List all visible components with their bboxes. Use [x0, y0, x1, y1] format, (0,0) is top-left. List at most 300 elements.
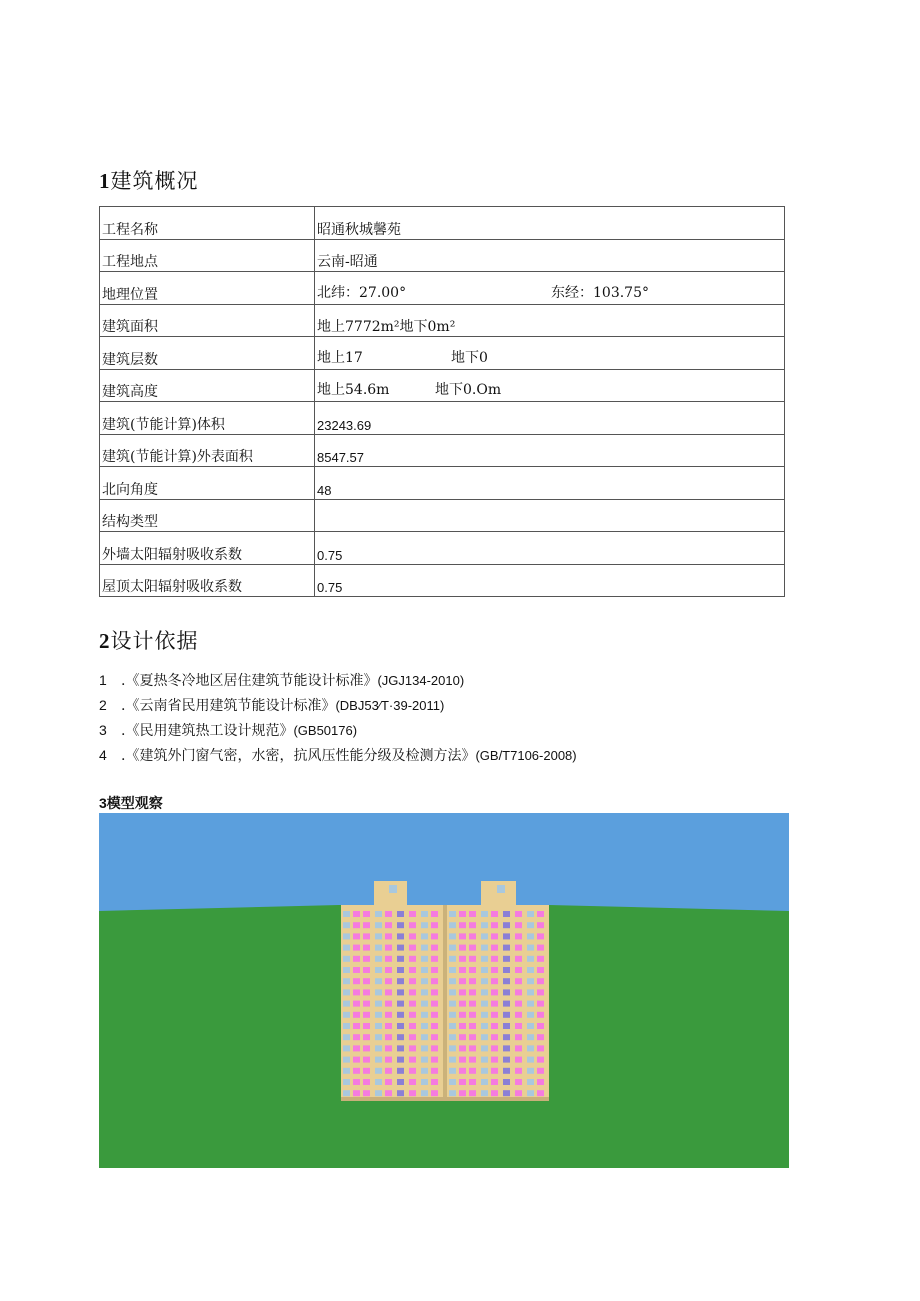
facade-window [363, 1068, 370, 1074]
facade-window [343, 911, 350, 917]
facade-window [537, 922, 544, 928]
building-info-table [99, 206, 785, 597]
facade-window [397, 978, 404, 984]
facade-window [481, 967, 488, 973]
facade-window [537, 911, 544, 917]
facade-window [515, 922, 522, 928]
facade-window [343, 922, 350, 928]
facade-window [527, 1012, 534, 1018]
facade-window [481, 1012, 488, 1018]
facade-window [469, 1034, 476, 1040]
facade-window [421, 945, 428, 951]
facade-window [515, 978, 522, 984]
table-row [100, 369, 785, 402]
facade-window [385, 1057, 392, 1063]
facade-window [421, 1079, 428, 1085]
facade-window [431, 933, 438, 939]
facade-window [449, 967, 456, 973]
facade-window [431, 956, 438, 962]
facade-window [459, 1023, 466, 1029]
facade-window [385, 1001, 392, 1007]
row-value: 23243.69 [315, 402, 785, 435]
facade-window [385, 933, 392, 939]
facade-window [397, 1079, 404, 1085]
facade-window [527, 1057, 534, 1063]
facade-window [515, 1057, 522, 1063]
facade-window [409, 945, 416, 951]
facade-window [385, 1045, 392, 1051]
facade-window [537, 967, 544, 973]
facade-window [503, 1079, 510, 1085]
table-row [100, 532, 785, 565]
facade-window [449, 922, 456, 928]
facade-window [481, 1023, 488, 1029]
facade-window [459, 1001, 466, 1007]
facade-window [515, 1068, 522, 1074]
facade-window [491, 922, 498, 928]
facade-window [491, 945, 498, 951]
facade-window [537, 1023, 544, 1029]
facade-window [397, 1034, 404, 1040]
facade-window [527, 945, 534, 951]
facade-window [527, 1001, 534, 1007]
facade-window [481, 978, 488, 984]
facade-window [481, 911, 488, 917]
facade-window [353, 956, 360, 962]
facade-window [409, 933, 416, 939]
building-model-view [99, 813, 789, 1168]
facade-window [459, 933, 466, 939]
facade-window [363, 1012, 370, 1018]
facade-window [375, 933, 382, 939]
facade-window [353, 911, 360, 917]
facade-window [421, 1001, 428, 1007]
facade-window [491, 967, 498, 973]
longitude-value: 东经：103.75° [551, 284, 649, 301]
facade-window [363, 933, 370, 939]
facade-window [527, 1090, 534, 1096]
facade-window [421, 1034, 428, 1040]
facade-window [409, 1045, 416, 1051]
facade-window [459, 922, 466, 928]
facade-window [353, 978, 360, 984]
facade-window [515, 989, 522, 995]
facade-window [503, 922, 510, 928]
facade-window [449, 911, 456, 917]
height-below-value: 地下0.Om [435, 382, 502, 398]
facade-window [409, 1090, 416, 1096]
row-value [315, 369, 785, 402]
row-label: 结构类型 [100, 499, 315, 532]
facade-window [537, 1034, 544, 1040]
facade-window [363, 956, 370, 962]
facade-window [385, 1090, 392, 1096]
facade-window [353, 989, 360, 995]
table-row [100, 564, 785, 597]
facade-window [469, 956, 476, 962]
facade-window [363, 1034, 370, 1040]
facade-window [431, 1023, 438, 1029]
facade-window [343, 1068, 350, 1074]
facade-window [397, 1045, 404, 1051]
facade-window [353, 1057, 360, 1063]
facade-window [469, 1045, 476, 1051]
facade-window [353, 1001, 360, 1007]
facade-window [431, 1090, 438, 1096]
facade-window [491, 933, 498, 939]
facade-window [503, 967, 510, 973]
floors-above-value: 地上17 [317, 349, 363, 366]
facade-window [375, 1068, 382, 1074]
facade-window [397, 922, 404, 928]
facade-window [421, 1068, 428, 1074]
facade-window [459, 967, 466, 973]
facade-window [515, 945, 522, 951]
row-label: 工程地点 [100, 239, 315, 272]
table-row [100, 499, 785, 532]
facade-window [537, 945, 544, 951]
facade-window [375, 1023, 382, 1029]
facade-window [397, 933, 404, 939]
facade-window [421, 1090, 428, 1096]
facade-window [409, 922, 416, 928]
facade-window [431, 967, 438, 973]
facade-window [469, 1079, 476, 1085]
row-value: 0.75 [315, 564, 785, 597]
facade-window [421, 1012, 428, 1018]
facade-window [353, 1012, 360, 1018]
facade-window [537, 933, 544, 939]
facade-window [481, 1034, 488, 1040]
facade-window [343, 1012, 350, 1018]
facade-window [469, 1057, 476, 1063]
facade-window [353, 1090, 360, 1096]
facade-window [397, 1012, 404, 1018]
facade-window [343, 1001, 350, 1007]
facade-window [409, 978, 416, 984]
facade-window [459, 1068, 466, 1074]
list-item: 2 .《云南省民用建筑节能设计标准》(DBJ53∕T·39-2011) [99, 697, 445, 714]
facade-window [449, 1001, 456, 1007]
facade-window [353, 945, 360, 951]
facade-window [527, 933, 534, 939]
facade-window [515, 1045, 522, 1051]
facade-window [431, 1057, 438, 1063]
facade-window [343, 967, 350, 973]
row-label: 建筑层数 [100, 337, 315, 370]
roof-box [481, 881, 516, 906]
facade-window [353, 1045, 360, 1051]
facade-window [449, 978, 456, 984]
facade-window [449, 956, 456, 962]
facade-window [409, 1012, 416, 1018]
facade-window [353, 1034, 360, 1040]
facade-window [363, 967, 370, 973]
facade-window [375, 967, 382, 973]
facade-window [375, 1012, 382, 1018]
facade-window [431, 1012, 438, 1018]
facade-window [503, 945, 510, 951]
reference-list [99, 668, 577, 768]
facade-window [397, 1001, 404, 1007]
facade-window [481, 933, 488, 939]
facade-window [385, 1023, 392, 1029]
facade-window [431, 978, 438, 984]
facade-window [503, 1023, 510, 1029]
facade-window [491, 1079, 498, 1085]
facade-window [385, 989, 392, 995]
facade-window [503, 1090, 510, 1096]
facade-window [343, 1079, 350, 1085]
table-row [100, 272, 785, 305]
facade-window [459, 956, 466, 962]
facade-window [469, 1068, 476, 1074]
facade-window [449, 1034, 456, 1040]
facade-window [409, 956, 416, 962]
facade-window [353, 922, 360, 928]
facade-window [397, 956, 404, 962]
table-row [100, 207, 785, 240]
facade-window [491, 978, 498, 984]
facade-window [353, 1068, 360, 1074]
facade-window [363, 922, 370, 928]
row-label: 地理位置 [100, 272, 315, 305]
facade-window [537, 1045, 544, 1051]
facade-window [385, 967, 392, 973]
facade-window [375, 1045, 382, 1051]
row-label: 建筑(节能计算)外表面积 [100, 434, 315, 467]
facade-window [375, 911, 382, 917]
facade-window [409, 967, 416, 973]
facade-window [527, 978, 534, 984]
facade-window [515, 1079, 522, 1085]
facade-window [375, 945, 382, 951]
facade-window [353, 933, 360, 939]
facade-window [469, 945, 476, 951]
facade-window [421, 922, 428, 928]
facade-window [409, 1079, 416, 1085]
facade-window [503, 911, 510, 917]
facade-window [343, 989, 350, 995]
facade-window [481, 989, 488, 995]
facade-window [503, 933, 510, 939]
facade-window [491, 1090, 498, 1096]
facade-window [469, 1090, 476, 1096]
facade-window [385, 945, 392, 951]
facade-window [397, 1057, 404, 1063]
height-above-value: 地上54.6m [317, 382, 390, 398]
facade-window [409, 911, 416, 917]
facade-window [397, 911, 404, 917]
facade-window [537, 1090, 544, 1096]
facade-window [469, 922, 476, 928]
facade-window [503, 1057, 510, 1063]
facade-window [375, 1034, 382, 1040]
row-label: 建筑高度 [100, 369, 315, 402]
list-item: 1 .《夏热冬冷地区居住建筑节能设计标准》(JGJ134-2010) [99, 672, 465, 689]
facade-window [363, 911, 370, 917]
facade-window [503, 1045, 510, 1051]
facade-window [385, 1079, 392, 1085]
facade-window [515, 1034, 522, 1040]
latitude-value: 北纬：27.00° [317, 284, 407, 301]
row-value: 48 [315, 467, 785, 500]
facade-window [515, 933, 522, 939]
facade-window [421, 911, 428, 917]
facade-window [353, 1079, 360, 1085]
facade-window [343, 956, 350, 962]
facade-window [503, 1012, 510, 1018]
facade-window [537, 956, 544, 962]
table-row [100, 434, 785, 467]
facade-window [515, 1012, 522, 1018]
facade-window [449, 1045, 456, 1051]
facade-window [363, 1079, 370, 1085]
facade-window [343, 1045, 350, 1051]
facade-window [421, 978, 428, 984]
facade-window [421, 989, 428, 995]
table-row [100, 304, 785, 337]
facade-window [431, 1045, 438, 1051]
facade-window [409, 1068, 416, 1074]
facade-window [459, 1034, 466, 1040]
facade-window [363, 1057, 370, 1063]
row-value [315, 337, 785, 370]
table-row [100, 467, 785, 500]
facade-window [385, 1034, 392, 1040]
facade-window [469, 978, 476, 984]
facade-window [459, 1079, 466, 1085]
facade-window [449, 1079, 456, 1085]
facade-window [343, 1090, 350, 1096]
row-label: 外墙太阳辐射吸收系数 [100, 532, 315, 565]
facade-window [491, 1001, 498, 1007]
facade-window [385, 1068, 392, 1074]
facade-window [363, 989, 370, 995]
section-1-number: 1 [99, 169, 111, 193]
facade-window [469, 933, 476, 939]
facade-window [491, 989, 498, 995]
facade-window [481, 1068, 488, 1074]
tower-gap [443, 905, 447, 1101]
facade-window [375, 956, 382, 962]
facade-window [503, 1034, 510, 1040]
facade-window [449, 1012, 456, 1018]
roof-window [389, 885, 397, 893]
facade-window [409, 1034, 416, 1040]
facade-window [481, 1090, 488, 1096]
facade-window [515, 956, 522, 962]
section-1-title: 建筑概况 [110, 169, 199, 193]
roof-box [374, 881, 407, 906]
facade-window [515, 1090, 522, 1096]
facade-window [385, 1012, 392, 1018]
row-value [315, 499, 785, 532]
row-label: 建筑面积 [100, 304, 315, 337]
facade-window [375, 1090, 382, 1096]
facade-window [481, 1079, 488, 1085]
facade-window [449, 1090, 456, 1096]
facade-window [431, 911, 438, 917]
facade-window [449, 933, 456, 939]
facade-window [421, 1023, 428, 1029]
facade-window [431, 922, 438, 928]
facade-window [527, 911, 534, 917]
facade-window [503, 978, 510, 984]
facade-window [537, 978, 544, 984]
building-base [341, 1097, 549, 1101]
section-2-number: 2 [99, 629, 111, 653]
facade-window [409, 989, 416, 995]
facade-window [481, 922, 488, 928]
table-row [100, 239, 785, 272]
facade-window [375, 978, 382, 984]
facade-window [449, 945, 456, 951]
facade-window [409, 1023, 416, 1029]
facade-window [527, 989, 534, 995]
facade-window [363, 1023, 370, 1029]
facade-window [491, 911, 498, 917]
roof-window [497, 885, 505, 893]
facade-window [527, 1034, 534, 1040]
facade-window [459, 1057, 466, 1063]
facade-window [527, 1023, 534, 1029]
facade-window [537, 989, 544, 995]
row-label: 建筑(节能计算)体积 [100, 402, 315, 435]
facade-window [421, 956, 428, 962]
facade-window [375, 989, 382, 995]
facade-window [385, 911, 392, 917]
floors-below-value: 地下0 [451, 349, 488, 366]
row-value: 昭通秋城馨苑 [315, 207, 785, 240]
facade-window [375, 922, 382, 928]
facade-window [459, 1090, 466, 1096]
facade-window [431, 989, 438, 995]
facade-window [503, 956, 510, 962]
facade-window [537, 1012, 544, 1018]
section-3-heading: 3模型观察 [99, 795, 163, 811]
facade-window [527, 1068, 534, 1074]
building-model [341, 881, 549, 1101]
facade-window [363, 978, 370, 984]
row-value: 云南-昭通 [315, 239, 785, 272]
facade-window [431, 1001, 438, 1007]
facade-window [481, 1001, 488, 1007]
facade-window [431, 945, 438, 951]
facade-window [421, 1045, 428, 1051]
facade-window [353, 1023, 360, 1029]
section-2-title: 设计依据 [110, 629, 199, 653]
row-value [315, 272, 785, 305]
facade-window [449, 1068, 456, 1074]
facade-window [375, 1001, 382, 1007]
facade-window [537, 1068, 544, 1074]
facade-window [421, 967, 428, 973]
facade-window [459, 989, 466, 995]
facade-window [421, 1057, 428, 1063]
facade-window [469, 967, 476, 973]
facade-window [515, 1001, 522, 1007]
facade-window [409, 1057, 416, 1063]
facade-window [431, 1034, 438, 1040]
row-value: 地上7772m²地下0m² [315, 304, 785, 337]
facade-window [491, 1068, 498, 1074]
facade-window [469, 911, 476, 917]
facade-window [527, 967, 534, 973]
facade-window [431, 1079, 438, 1085]
facade-window [397, 967, 404, 973]
facade-window [397, 1068, 404, 1074]
